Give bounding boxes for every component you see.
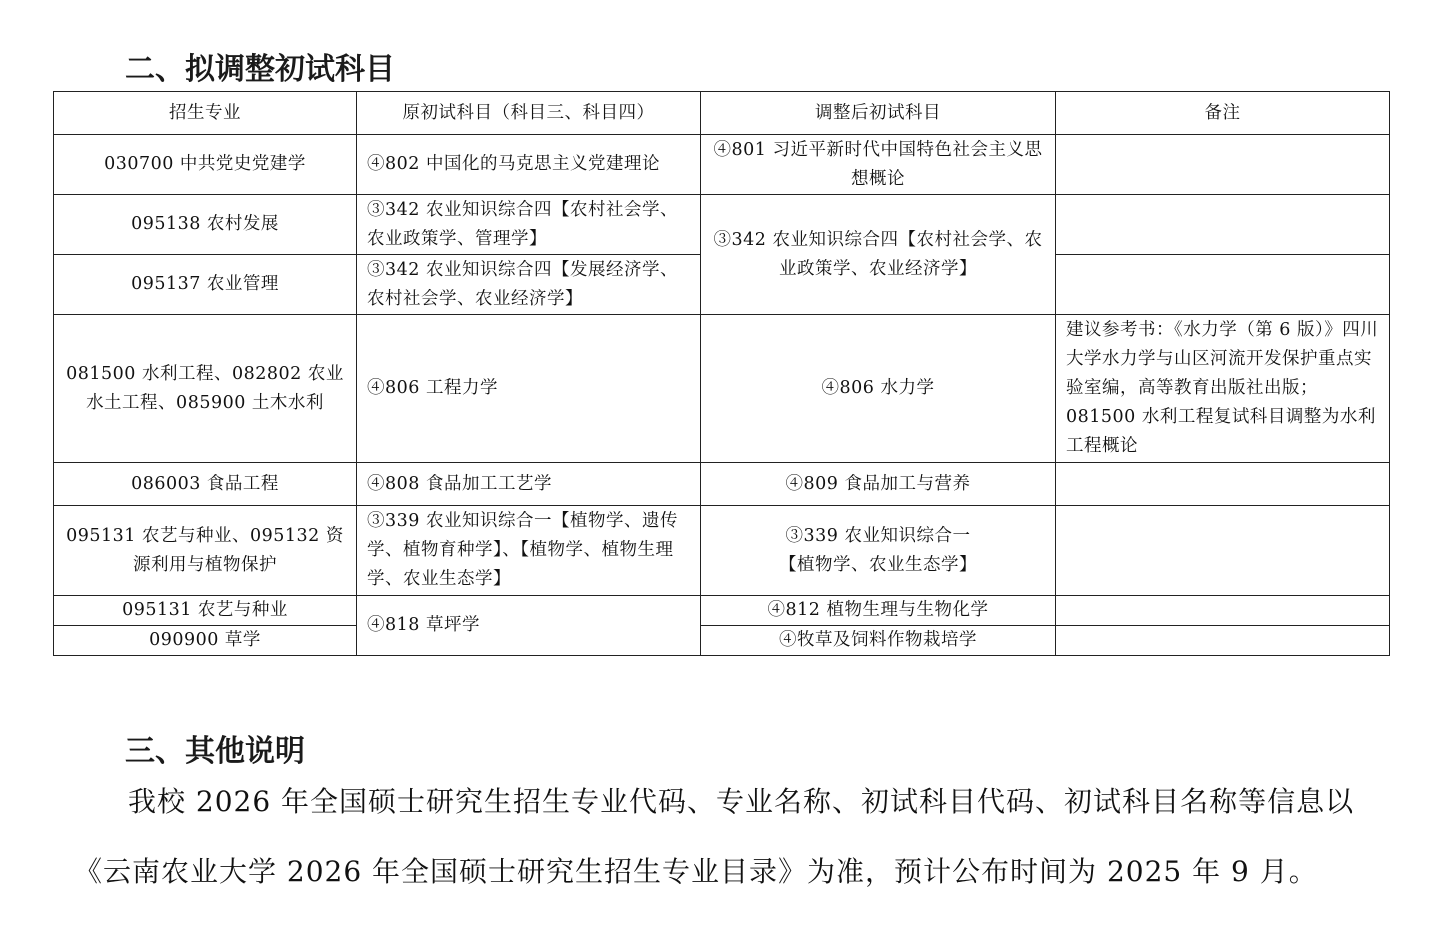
cell-adjusted: ④812 植物生理与生物化学 (701, 596, 1056, 626)
cell-adjusted: ③342 农业知识综合四【农村社会学、农业政策学、农业经济学】 (701, 195, 1056, 315)
table-row (54, 195, 1390, 255)
header-original-subjects: 原初试科目（科目三、科目四） (357, 92, 701, 135)
cell-original: ④802 中国化的马克思主义党建理论 (357, 135, 701, 195)
section-heading-other-notes: 三、其他说明 (125, 734, 305, 769)
cell-adjusted-line2: 【植物学、农业生态学】 (779, 554, 977, 575)
cell-original: ③342 农业知识综合四【发展经济学、农村社会学、农业经济学】 (357, 255, 701, 315)
cell-note (1056, 463, 1390, 506)
cell-note (1056, 506, 1390, 596)
cell-original: ④808 食品加工工艺学 (357, 463, 701, 506)
cell-note (1056, 195, 1390, 255)
cell-major: 095138 农村发展 (54, 195, 357, 255)
cell-adjusted (701, 506, 1056, 596)
cell-original: ④818 草坪学 (357, 596, 701, 656)
table-row (54, 315, 1390, 463)
table-header-row (54, 92, 1390, 135)
header-adjusted-subjects: 调整后初试科目 (701, 92, 1056, 135)
cell-major: 090900 草学 (54, 626, 357, 656)
cell-adjusted: ④801 习近平新时代中国特色社会主义思想概论 (701, 135, 1056, 195)
cell-major: 095137 农业管理 (54, 255, 357, 315)
table-row (54, 135, 1390, 195)
cell-major: 095131 农艺与种业 (54, 596, 357, 626)
cell-adjusted: ④806 水力学 (701, 315, 1056, 463)
cell-adjusted-line1: ③339 农业知识综合一 (785, 525, 971, 546)
cell-major: 030700 中共党史党建学 (54, 135, 357, 195)
cell-original: ④806 工程力学 (357, 315, 701, 463)
table-row (54, 506, 1390, 596)
cell-original: ③342 农业知识综合四【农村社会学、农业政策学、管理学】 (357, 195, 701, 255)
cell-major: 086003 食品工程 (54, 463, 357, 506)
cell-major: 081500 水利工程、082802 农业水土工程、085900 土木水利 (54, 315, 357, 463)
cell-adjusted: ④809 食品加工与营养 (701, 463, 1056, 506)
cell-note (1056, 596, 1390, 626)
cell-note (1056, 626, 1390, 656)
cell-adjusted: ④牧草及饲料作物栽培学 (701, 626, 1056, 656)
header-note: 备注 (1056, 92, 1390, 135)
section-heading-adjust-subjects: 二、拟调整初试科目 (125, 52, 395, 87)
table-row (54, 463, 1390, 506)
table-row (54, 626, 1390, 656)
other-notes-paragraph: 我校 2026 年全国硕士研究生招生专业代码、专业名称、初试科目代码、初试科目名称等信息以《云南农业大学 2026 年全国硕士研究生招生专业目录》为准，预计公布时间为 2025 年 9 月。 (74, 785, 1355, 888)
cell-major: 095131 农艺与种业、095132 资源利用与植物保护 (54, 506, 357, 596)
table-row (54, 596, 1390, 626)
header-major: 招生专业 (54, 92, 357, 135)
cell-original: ③339 农业知识综合一【植物学、遗传学、植物育种学】、【植物学、植物生理学、农业生态学】 (357, 506, 701, 596)
adjust-subjects-table (53, 91, 1390, 656)
cell-note (1056, 255, 1390, 315)
cell-note: 建议参考书：《水力学（第 6 版）》四川大学水力学与山区河流开发保护重点实验室编，高等教育出版社出版；081500 水利工程复试科目调整为水利工程概论 (1056, 315, 1390, 463)
cell-note (1056, 135, 1390, 195)
